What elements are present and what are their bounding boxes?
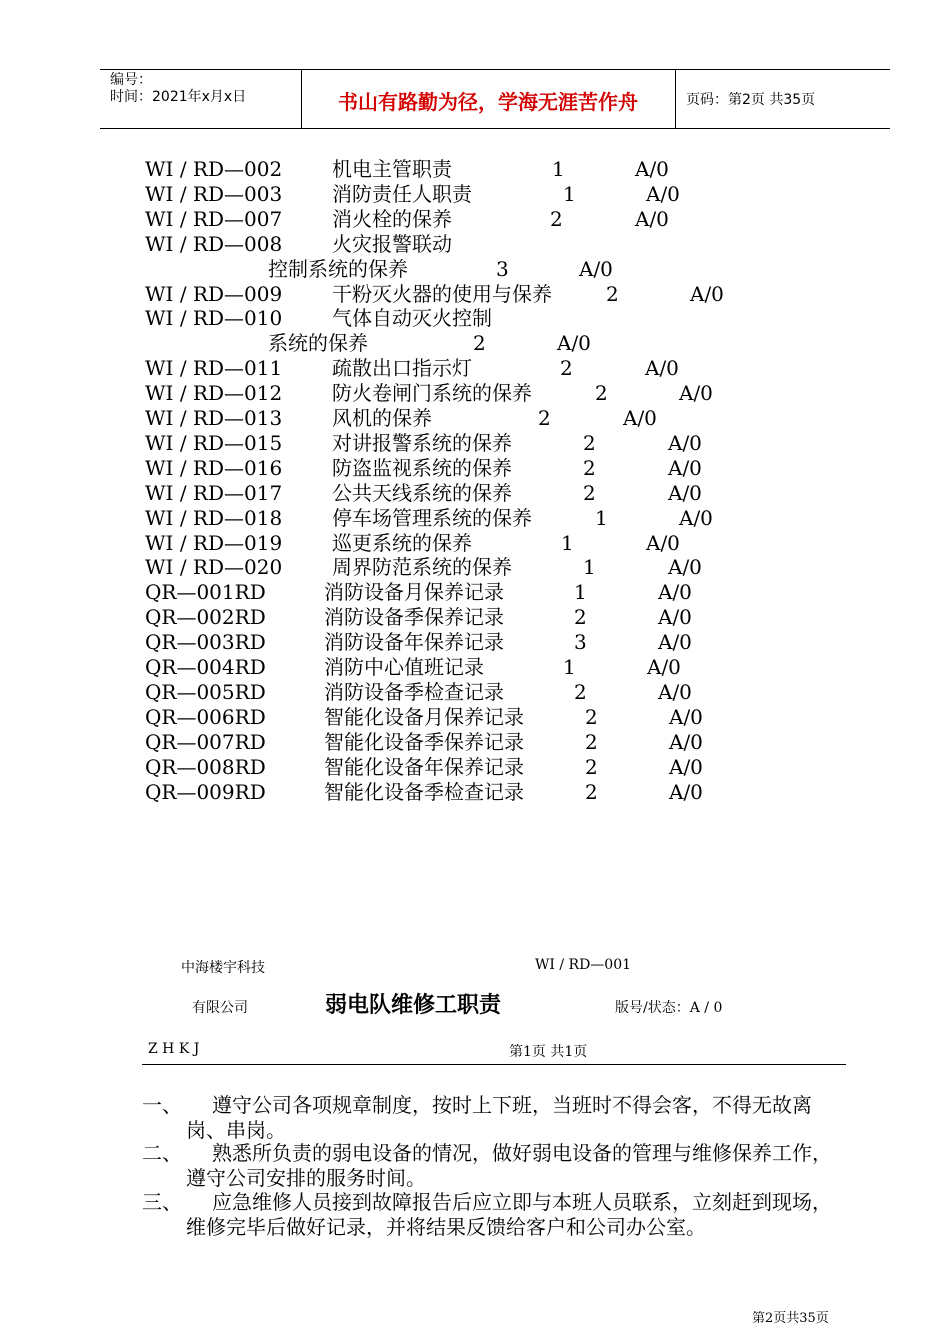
doc-version: A/0: [679, 505, 713, 530]
document-list-row: [0, 406, 950, 431]
sub-doc-page-label: 第1页 共1页: [509, 1044, 588, 1060]
doc-code: QR—005RD: [145, 679, 266, 704]
doc-name: 消火栓的保养: [332, 206, 452, 231]
doc-name: 防火卷闸门系统的保养: [332, 381, 532, 406]
doc-name: 控制系统的保养: [268, 256, 408, 281]
document-list-row: [0, 506, 950, 531]
duty-item-text: 应急维修人员接到故障报告后应立即与本班人员联系，立刻赶到现场，维修完毕后做好记录，并将结果反馈给客户和公司办公室。: [186, 1190, 832, 1239]
doc-pages: 1: [583, 555, 596, 580]
doc-version: A/0: [623, 406, 657, 430]
doc-pages: 1: [595, 505, 608, 530]
company-name: 中海楼宇科技: [181, 960, 265, 976]
doc-pages: 2: [606, 281, 619, 306]
doc-name: 巡更系统的保养: [332, 530, 472, 555]
footer-page-label: 第2页共35页: [752, 1311, 829, 1326]
company-name-suffix: 有限公司: [192, 1000, 248, 1016]
doc-name: 系统的保养: [268, 331, 368, 356]
doc-code: WI / RD—015: [145, 430, 283, 455]
doc-code: QR—001RD: [145, 580, 266, 605]
header-page-label: 页码：第2页 共35页: [686, 92, 816, 108]
document-list-row: [0, 630, 950, 655]
document-list-row: [0, 257, 950, 282]
doc-code: WI / RD—007: [145, 206, 283, 231]
doc-code: WI / RD—016: [145, 455, 283, 480]
doc-code: QR—008RD: [145, 754, 266, 779]
doc-version: A/0: [690, 281, 724, 306]
sub-doc-version: 版号/状态：A / 0: [615, 1000, 723, 1016]
doc-code: WI / RD—011: [145, 356, 283, 381]
doc-name: 消防中心值班记录: [324, 655, 484, 679]
time-label: 时间：2021年x月x日: [110, 89, 247, 105]
doc-version: A/0: [669, 779, 703, 804]
doc-name: 消防设备季检查记录: [324, 679, 504, 704]
doc-name: 公共天线系统的保养: [332, 480, 512, 505]
doc-code: WI / RD—012: [145, 381, 283, 406]
doc-code: WI / RD—009: [145, 281, 283, 306]
doc-pages: 1: [561, 530, 574, 555]
doc-version: A/0: [669, 729, 703, 754]
duty-item-text: 遵守公司各项规章制度，按时上下班，当班时不得会客，不得无故离岗、串岗。: [186, 1093, 812, 1142]
doc-pages: 2: [574, 679, 587, 704]
doc-pages: 1: [563, 655, 576, 679]
doc-code: WI / RD—018: [145, 505, 283, 530]
serial-label: 编号：: [110, 72, 152, 88]
doc-pages: 2: [595, 381, 608, 406]
doc-version: A/0: [579, 256, 613, 281]
doc-name: 停车场管理系统的保养: [332, 505, 532, 530]
doc-version: A/0: [647, 655, 681, 679]
doc-name: 智能化设备月保养记录: [324, 704, 524, 729]
doc-pages: 1: [574, 580, 587, 605]
doc-pages: 3: [574, 630, 587, 655]
doc-name: 消防设备月保养记录: [324, 580, 504, 605]
header-motto: 书山有路勤为径，学海无涯苦作舟: [338, 90, 638, 114]
sub-doc-title: 弱电队维修工职责: [325, 992, 502, 1018]
duty-item-number: 一、: [142, 1093, 182, 1117]
doc-version: A/0: [557, 331, 591, 356]
doc-name: 周界防范系统的保养: [332, 555, 512, 580]
doc-name: 风机的保养: [332, 406, 432, 430]
duty-item-number: 二、: [142, 1141, 182, 1165]
document-list-row: [0, 381, 950, 406]
doc-pages: 2: [538, 406, 551, 430]
doc-pages: 2: [583, 480, 596, 505]
doc-pages: 2: [585, 704, 598, 729]
doc-code: WI / RD—017: [145, 480, 283, 505]
doc-version: A/0: [646, 530, 680, 555]
doc-pages: 2: [473, 331, 486, 356]
doc-pages: 2: [585, 729, 598, 754]
doc-version: A/0: [668, 480, 702, 505]
doc-version: A/0: [679, 381, 713, 406]
document-list-row: [0, 456, 950, 481]
doc-pages: 1: [563, 181, 576, 206]
doc-code: QR—006RD: [145, 704, 266, 729]
doc-version: A/0: [658, 605, 692, 630]
doc-pages: 2: [583, 455, 596, 480]
sub-doc-rule: [142, 1064, 846, 1065]
document-list-row: [0, 431, 950, 456]
doc-version: A/0: [658, 679, 692, 704]
document-list-row: [0, 182, 950, 207]
document-list-row: [0, 481, 950, 506]
doc-name: 智能化设备年保养记录: [324, 754, 524, 779]
doc-pages: 1: [552, 157, 565, 181]
document-list-row: [0, 655, 950, 680]
header-bottom-rule: [100, 128, 890, 129]
doc-pages: 2: [583, 430, 596, 455]
doc-version: A/0: [668, 430, 702, 455]
document-list-row: [0, 207, 950, 232]
doc-name: 干粉灭火器的使用与保养: [332, 281, 552, 306]
doc-name: 消防责任人职责: [332, 181, 472, 206]
doc-code: WI / RD—020: [145, 555, 283, 580]
document-list-row: [0, 282, 950, 307]
doc-code: QR—009RD: [145, 779, 266, 804]
doc-code: QR—004RD: [145, 655, 266, 679]
doc-name: 消防设备年保养记录: [324, 630, 504, 655]
document-list-row: [0, 730, 950, 755]
doc-name: 防盗监视系统的保养: [332, 455, 512, 480]
header-top-rule: [100, 69, 890, 70]
sub-doc-code: WI / RD—001: [535, 957, 632, 973]
doc-name: 气体自动灭火控制: [332, 306, 492, 331]
duty-item-number: 三、: [142, 1190, 182, 1214]
doc-name: 疏散出口指示灯: [332, 356, 472, 381]
doc-version: A/0: [668, 455, 702, 480]
doc-pages: 3: [496, 256, 509, 281]
doc-version: A/0: [658, 580, 692, 605]
document-list-row: [0, 755, 950, 780]
doc-version: A/0: [669, 754, 703, 779]
document-list-row: [0, 157, 950, 182]
doc-code: WI / RD—003: [145, 181, 283, 206]
doc-pages: 2: [550, 206, 563, 231]
document-list-row: [0, 331, 950, 356]
company-abbr: Z H K J: [148, 1041, 200, 1057]
document-list-row: [0, 356, 950, 381]
doc-pages: 2: [585, 779, 598, 804]
doc-pages: 2: [585, 754, 598, 779]
doc-name: 对讲报警系统的保养: [332, 430, 512, 455]
doc-name: 智能化设备季保养记录: [324, 729, 524, 754]
document-list-row: [0, 232, 950, 257]
doc-code: WI / RD—013: [145, 406, 283, 430]
doc-code: WI / RD—010: [145, 306, 283, 331]
doc-code: WI / RD—008: [145, 231, 283, 256]
duty-item-text: 熟悉所负责的弱电设备的情况，做好弱电设备的管理与维修保养工作，遵守公司安排的服务时间。: [186, 1141, 832, 1190]
doc-pages: 2: [560, 356, 573, 381]
doc-code: WI / RD—002: [145, 157, 283, 181]
doc-version: A/0: [669, 704, 703, 729]
header-divider: [675, 69, 676, 129]
document-list-row: [0, 780, 950, 805]
doc-code: QR—002RD: [145, 605, 266, 630]
doc-version: A/0: [635, 206, 669, 231]
doc-version: A/0: [635, 157, 669, 181]
doc-pages: 2: [574, 605, 587, 630]
document-list-row: [0, 580, 950, 605]
doc-code: QR—007RD: [145, 729, 266, 754]
document-list-row: [0, 531, 950, 556]
doc-version: A/0: [658, 630, 692, 655]
document-list-row: [0, 680, 950, 705]
document-list-row: [0, 705, 950, 730]
doc-code: QR—003RD: [145, 630, 266, 655]
doc-version: A/0: [668, 555, 702, 580]
doc-name: 消防设备季保养记录: [324, 605, 504, 630]
doc-name: 火灾报警联动: [332, 231, 452, 256]
doc-name: 智能化设备季检查记录: [324, 779, 524, 804]
doc-version: A/0: [646, 181, 680, 206]
document-list-row: [0, 605, 950, 630]
document-list-row: [0, 306, 950, 331]
doc-code: WI / RD—019: [145, 530, 283, 555]
doc-version: A/0: [645, 356, 679, 381]
doc-name: 机电主管职责: [332, 157, 452, 181]
document-list-row: [0, 555, 950, 580]
